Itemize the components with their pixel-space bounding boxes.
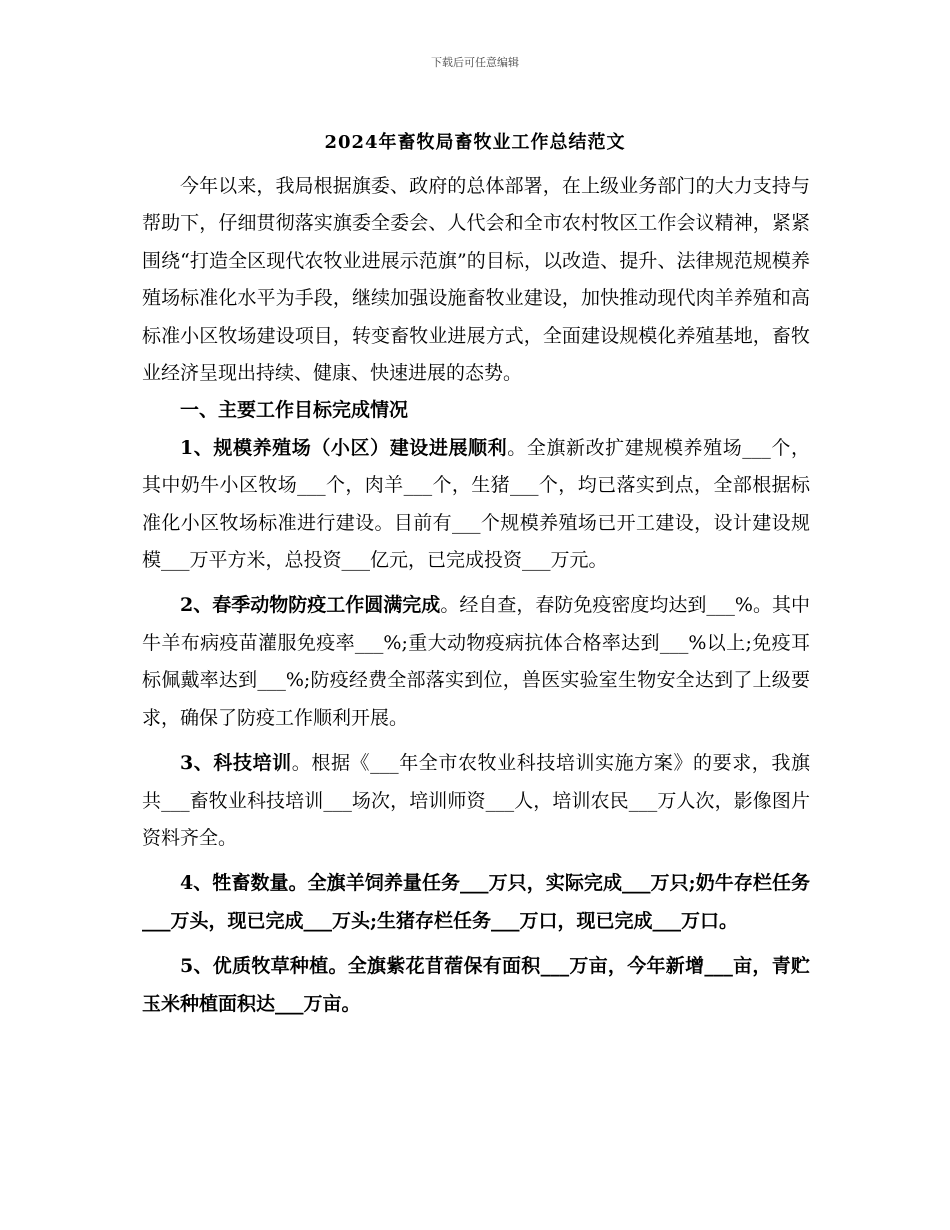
item-lead: 5、优质牧草种植 <box>180 955 329 978</box>
item-lead: 3、科技培训 <box>180 752 292 775</box>
item-text: 。根据《___年全市农牧业科技培训实施方案》的要求，我旗共___畜牧业科技培训___场次，培训师资___人，培训农民___万人次，影像图片资料齐全。 <box>142 752 810 849</box>
document-title: 2024年畜牧局畜牧业工作总结范文 <box>324 132 626 153</box>
item-text: 。全旗羊饲养量任务___万只，实际完成___万只;奶牛存栏任务___万头，现已完成___万头;生猪存栏任务___万口，现已完成___万口。 <box>142 872 810 932</box>
item-paragraph-2 <box>142 587 810 737</box>
item-paragraph-4 <box>142 865 810 940</box>
item-lead: 2、春季动物防疫工作圆满完成 <box>180 594 441 617</box>
item-paragraph-3 <box>142 745 810 857</box>
item-paragraph-5 <box>142 948 810 1023</box>
document-body <box>142 168 810 1023</box>
item-text: 。全旗紫花苜蓿保有面积___万亩，今年新增___亩，青贮玉米种植面积达___万亩。 <box>142 955 810 1015</box>
item-lead: 4、牲畜数量 <box>180 872 289 895</box>
section-heading: 一、主要工作目标完成情况 <box>180 399 409 422</box>
page-header-note: 下载后可任意编辑 <box>431 56 519 69</box>
item-text: 。全旗新改扩建规模养殖场___个，其中奶牛小区牧场___个，肉羊___个，生猪___个，均已落实到点，全部根据标准化小区牧场标准进行建设。目前有___个规模养殖场已开工建设，设计建设规模___万平方米，总投资___亿元，已完成投资___万元。 <box>142 436 810 572</box>
item-lead: 1、规模养殖场（小区）建设进展顺利 <box>180 436 508 459</box>
item-text: 。经自查，春防免疫密度均达到___%。其中牛羊布病疫苗灌服免疫率___%;重大动物疫病抗体合格率达到___%以上;免疫耳标佩戴率达到___%;防疫经费全部落实到位，兽医实验室生物安全达到了上级要求，确保了防疫工作顺利开展。 <box>142 594 810 729</box>
intro-paragraph: 今年以来，我局根据旗委、政府的总体部署，在上级业务部门的大力支持与帮助下，仔细贯彻落实旗委全委会、人代会和全市农村牧区工作会议精神，紧紧围绕“打造全区现代农牧业进展示范旗”的目标，以改造、提升、法律规范规模养殖场标准化水平为手段，继续加强设施畜牧业建设，加快推动现代肉羊养殖和高标准小区牧场建设项目，转变畜牧业进展方式，全面建设规模化养殖基地，畜牧业经济呈现出持续、健康、快速进展的态势。 <box>142 175 810 385</box>
item-paragraph-1 <box>142 430 810 580</box>
